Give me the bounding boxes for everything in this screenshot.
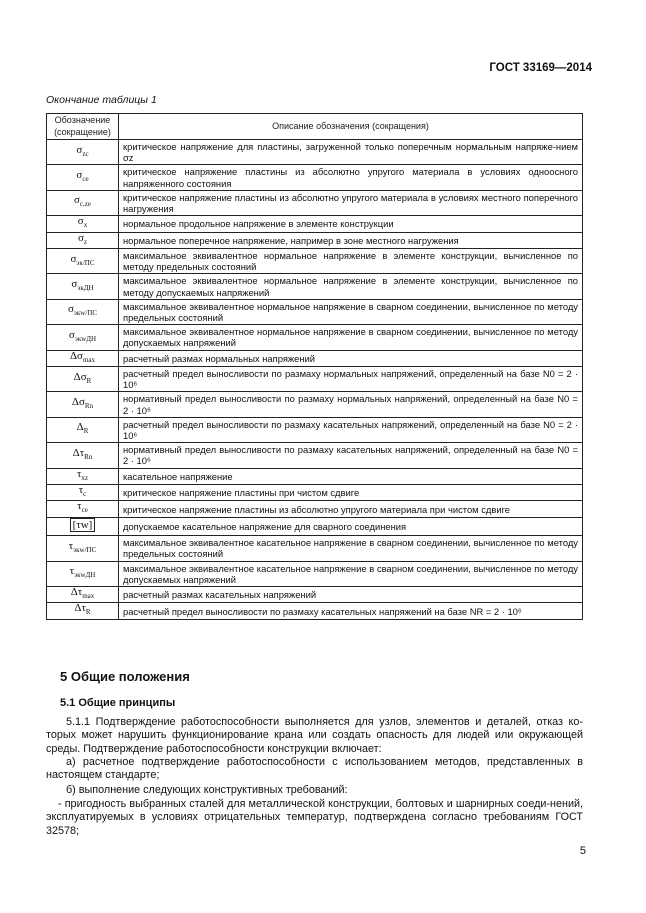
symbol-cell: $\sigma_{экДН}$ — [47, 274, 119, 299]
description-cell: критическое напряжение пластины из абсолютно упругого материала в условиях местного поперечного нагружения — [119, 190, 583, 215]
symbols-table — [46, 113, 583, 620]
symbol-cell: $\sigma_{zc}$ — [47, 140, 119, 165]
symbol-cell: $\Delta\sigma_{Rn}$ — [47, 392, 119, 417]
symbol-cell: $\sigma_{экw/ПС}$ — [47, 299, 119, 324]
table-row — [47, 536, 583, 561]
description-cell: расчетный предел выносливости по размаху касательных напряжений, определенный на базе N0 = 2 · 10⁶ — [119, 417, 583, 442]
description-cell: расчетный размах нормальных напряжений — [119, 350, 583, 366]
symbol-cell: $\sigma_{c,ze}$ — [47, 190, 119, 215]
description-cell: максимальное эквивалентное касательное напряжение в сварном соединении, вычисленное по методу предельных состояний — [119, 536, 583, 561]
page-number: 5 — [579, 845, 586, 857]
document-id: ГОСТ 33169—2014 — [489, 62, 592, 74]
description-cell: максимальное эквивалентное нормальное напряжение в элементе конструкции, вычисленное по методу предельных состояний — [119, 249, 583, 274]
table-row — [47, 417, 583, 442]
symbol-cell: $\sigma_{эк/ПС}$ — [47, 249, 119, 274]
symbol-cell: $\Delta\tau_{max}$ — [47, 587, 119, 603]
description-cell: критическое напряжение для пластины, загруженной только поперечным нормальным напряже-нием σz — [119, 140, 583, 165]
paragraph-b: б) выполнение следующих конструктивных требований: — [66, 784, 348, 796]
description-cell: расчетный размах касательных напряжений — [119, 587, 583, 603]
symbol-cell: $\sigma_x$ — [47, 216, 119, 232]
table-row — [47, 350, 583, 366]
table-caption: Окончание таблицы 1 — [46, 94, 157, 106]
table-row — [47, 485, 583, 501]
description-cell: допускаемое касательное напряжение для сварного соединения — [119, 517, 583, 535]
table-row — [47, 561, 583, 586]
table-row — [47, 603, 583, 619]
paragraph-5-1-1: 5.1.1 Подтверждение работоспособности выполняется для узлов, элементов и деталей, отказ ко-торых может нарушить функционирование крана или создать опасность для людей или окружающей среды. Подтверждение работоспособности конструкции включает: — [46, 716, 583, 755]
table-row — [47, 468, 583, 484]
table-row — [47, 249, 583, 274]
paragraph-steel-suitability: - пригодность выбранных сталей для металлической конструкции, болтовых и шарнирных соеди-нений, эксплуатируемых в условиях отрицательных температур, подтверждена согласно требованиям ГОСТ 32578; — [46, 798, 583, 837]
symbol-cell: $\sigma_z$ — [47, 232, 119, 248]
description-cell: касательное напряжение — [119, 468, 583, 484]
description-cell: расчетный предел выносливости по размаху касательных напряжений на базе NR = 2 · 10⁶ — [119, 603, 583, 619]
symbol-cell: $\Delta\sigma_R$ — [47, 367, 119, 392]
description-cell: максимальное эквивалентное нормальное напряжение в сварном соединении, вычисленное по методу предельных состояний — [119, 299, 583, 324]
description-cell: нормальное поперечное напряжение, например в зоне местного нагружения — [119, 232, 583, 248]
description-cell: расчетный предел выносливости по размаху нормальных напряжений, определенный на базе N0 = 2 · 10⁶ — [119, 367, 583, 392]
symbol-cell: $\sigma_{ce}$ — [47, 165, 119, 190]
description-cell: максимальное эквивалентное касательное напряжение в сварном соединении, вычисленное по методу допускаемых напряжений — [119, 561, 583, 586]
symbol-cell: $\Delta\sigma_{max}$ — [47, 350, 119, 366]
symbol-cell: $\Delta\tau_{Rn}$ — [47, 443, 119, 468]
symbol-cell: $\tau_{экwДН}$ — [47, 561, 119, 586]
table-row — [47, 367, 583, 392]
description-cell: критическое напряжение пластины из абсолютно упругого материала в условиях одноосного напряженного состояния — [119, 165, 583, 190]
table-row — [47, 392, 583, 417]
column-header-symbol: Обозначение (сокращение) — [47, 114, 119, 140]
table-row — [47, 274, 583, 299]
table-row — [47, 587, 583, 603]
description-cell: нормальное продольное напряжение в элементе конструкции — [119, 216, 583, 232]
table-row — [47, 325, 583, 350]
symbol-cell: $\tau_{экw/ПС}$ — [47, 536, 119, 561]
paragraph-a: а) расчетное подтверждение работоспособности с использованием методов, представленных в настоящем стандарте; — [46, 756, 583, 782]
description-cell: максимальное эквивалентное нормальное напряжение в сварном соединении, вычисленное по методу допускаемых напряжений — [119, 325, 583, 350]
table-row — [47, 190, 583, 215]
section-5-1-title: 5.1 Общие принципы — [60, 697, 176, 709]
table-row — [47, 232, 583, 248]
table-row — [47, 140, 583, 165]
table-row — [47, 517, 583, 535]
symbol-cell: $\Delta_R$ — [47, 417, 119, 442]
description-cell: критическое напряжение пластины из абсолютно упругого материала при чистом сдвиге — [119, 501, 583, 517]
symbol-cell: [τw] — [47, 517, 119, 535]
column-header-description: Описание обозначения (сокращения) — [119, 114, 583, 140]
table-row — [47, 443, 583, 468]
description-cell: критическое напряжение пластины при чистом сдвиге — [119, 485, 583, 501]
symbol-cell: $\tau_c$ — [47, 485, 119, 501]
symbol-cell: $\sigma_{экwДН}$ — [47, 325, 119, 350]
section-5-title: 5 Общие положения — [60, 669, 190, 684]
symbol-cell: $\tau_{ce}$ — [47, 501, 119, 517]
description-cell: нормативный предел выносливости по размаху касательных напряжений, определенный на базе N0 = 2 · 10⁶ — [119, 443, 583, 468]
symbol-cell: $\Delta\tau_R$ — [47, 603, 119, 619]
table-row — [47, 299, 583, 324]
table-row — [47, 501, 583, 517]
table-row — [47, 216, 583, 232]
description-cell: нормативный предел выносливости по размаху нормальных напряжений, определенный на базе N0 = 2 · 10⁶ — [119, 392, 583, 417]
description-cell: максимальное эквивалентное нормальное напряжение в элементе конструкции, вычисленное по методу допускаемых напряжений — [119, 274, 583, 299]
symbol-cell: $\tau_{xz}$ — [47, 468, 119, 484]
table-row — [47, 165, 583, 190]
